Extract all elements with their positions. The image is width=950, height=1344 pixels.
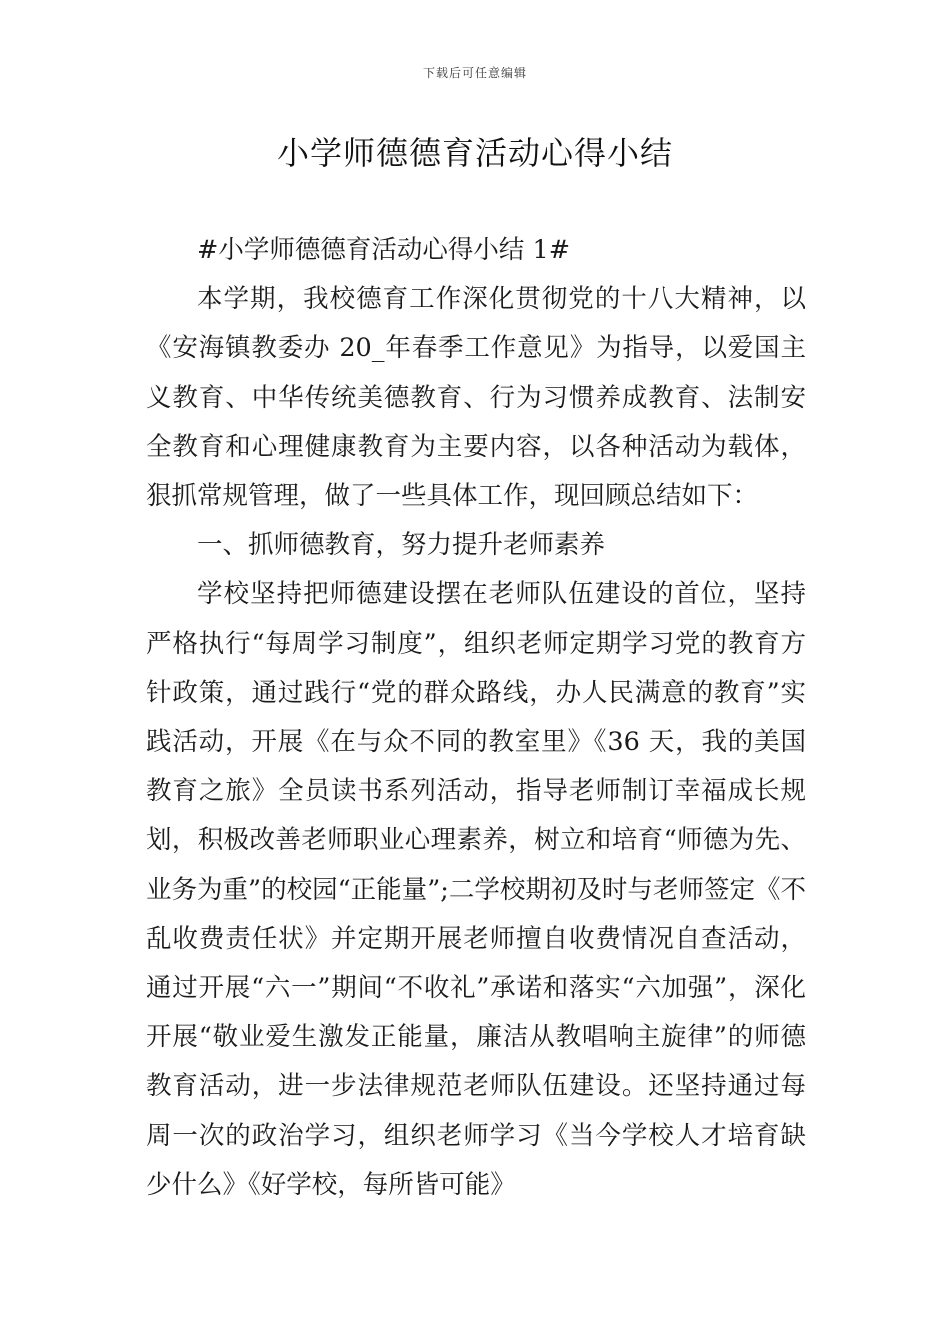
header-note: 下载后可任意编辑 (422, 66, 527, 80)
document-body (146, 226, 806, 1210)
document-title: 小学师德德育活动心得小结 (276, 134, 673, 172)
paragraph-subheading: 一、抓师德教育，努力提升老师素养 (197, 530, 606, 561)
paragraph-intro: 本学期，我校德育工作深化贯彻党的十八大精神，以《安海镇教委办 20_年春季工作意见》为指导，以爱国主义教育、中华传统美德教育、行为习惯养成教育、法制安全教育和心理健康教育为主要内容，以各种活动为载体，狠抓常规管理，做了一些具体工作，现回顾总结如下： (146, 284, 806, 512)
paragraph-teacher-ethics: 学校坚持把师德建设摆在老师队伍建设的首位，坚持严格执行“每周学习制度”，组织老师定期学习党的教育方针政策，通过践行“党的群众路线，办人民满意的教育”实践活动，开展《在与众不同的教室里》《36 天，我的美国教育之旅》全员读书系列活动，指导老师制订幸福成长规划，积极改善老师职业心理素养，树立和培育“师德为先、业务为重”的校园“正能量”;二学校期初及时与老师签定《不乱收费责任状》并定期开展老师擅自收费情况自查活动，通过开展“六一”期间“不收礼”承诺和落实“六加强”，深化开展“敬业爱生激发正能量，廉洁从教唱响主旋律”的师德教育活动，进一步法律规范老师队伍建设。还坚持通过每周一次的政治学习，组织老师学习《当今学校人才培育缺少什么》《好学校，每所皆可能》 (146, 579, 806, 1200)
section-heading: #小学师德德育活动心得小结 1# (197, 235, 571, 265)
